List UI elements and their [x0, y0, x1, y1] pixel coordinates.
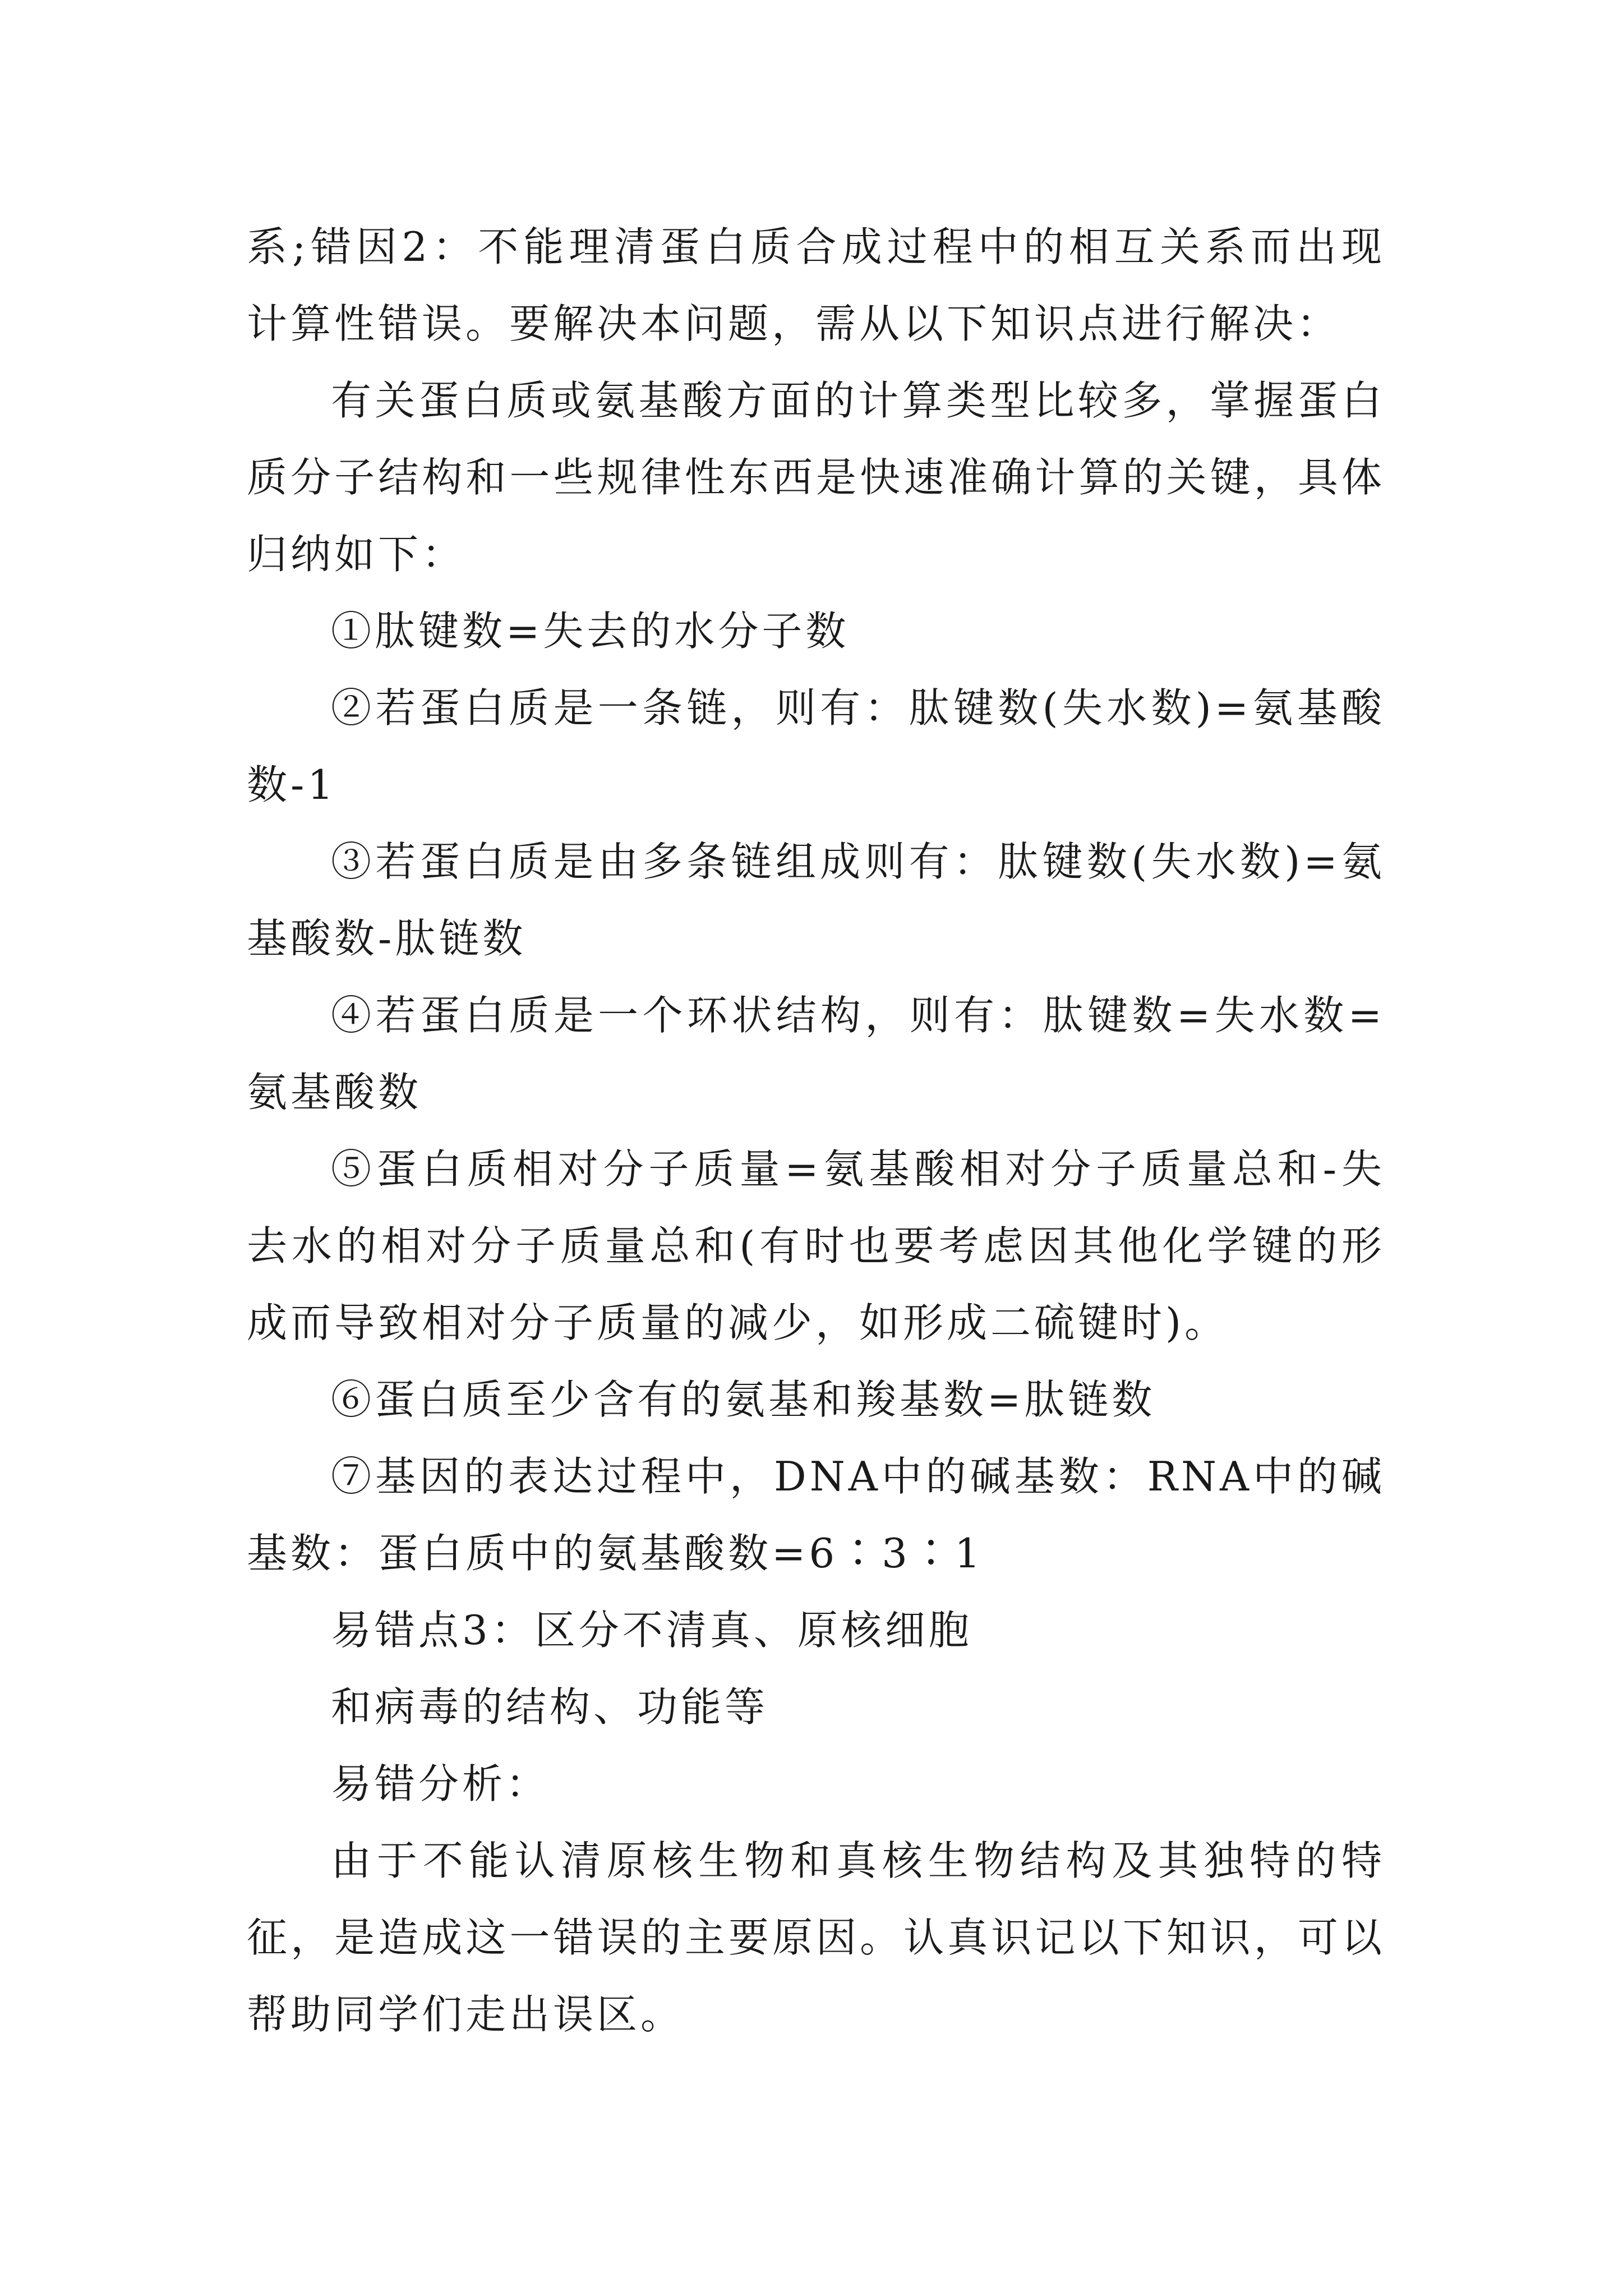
body-text	[247, 209, 1385, 2053]
paragraph-error-point-3: 易错点3：区分不清真、原核细胞	[331, 1607, 972, 1654]
paragraph-rule-2: ②若蛋白质是一条链，则有：肽键数(失水数)=氨基酸数-1	[247, 684, 1385, 808]
paragraph-rule-5: ⑤蛋白质相对分子质量=氨基酸相对分子质量总和-失去水的相对分子质量总和(有时也要考虑因其他化学键的形成而导致相对分子质量的减少，如形成二硫键时)。	[247, 1145, 1385, 1346]
paragraph-error-analysis: 由于不能认清原核生物和真核生物结构及其独特的特征，是造成这一错误的主要原因。认真识记以下知识，可以帮助同学们走出误区。	[247, 1837, 1385, 2038]
paragraph-error-point-3-cont: 和病毒的结构、功能等	[331, 1683, 769, 1731]
paragraph-continuation: 系;错因2：不能理清蛋白质合成过程中的相互关系而出现计算性错误。要解决本问题，需从以下知识点进行解决：	[247, 223, 1385, 347]
paragraph-rule-3: ③若蛋白质是由多条链组成则有：肽键数(失水数)=氨基酸数-肽链数	[247, 838, 1385, 962]
paragraph-rule-4: ④若蛋白质是一个环状结构，则有：肽键数=失水数=氨基酸数	[247, 992, 1385, 1116]
paragraph-rule-7: ⑦基因的表达过程中，DNA中的碱基数：RNA中的碱基数：蛋白质中的氨基酸数=6∶3∶1	[247, 1453, 1385, 1577]
paragraph-intro: 有关蛋白质或氨基酸方面的计算类型比较多，掌握蛋白质分子结构和一些规律性东西是快速准确计算的关键，具体归纳如下：	[247, 377, 1385, 578]
paragraph-rule-6: ⑥蛋白质至少含有的氨基和羧基数=肽链数	[331, 1376, 1156, 1423]
paragraph-error-analysis-heading: 易错分析：	[331, 1760, 550, 1807]
paragraph-rule-1: ①肽键数=失去的水分子数	[331, 608, 850, 655]
